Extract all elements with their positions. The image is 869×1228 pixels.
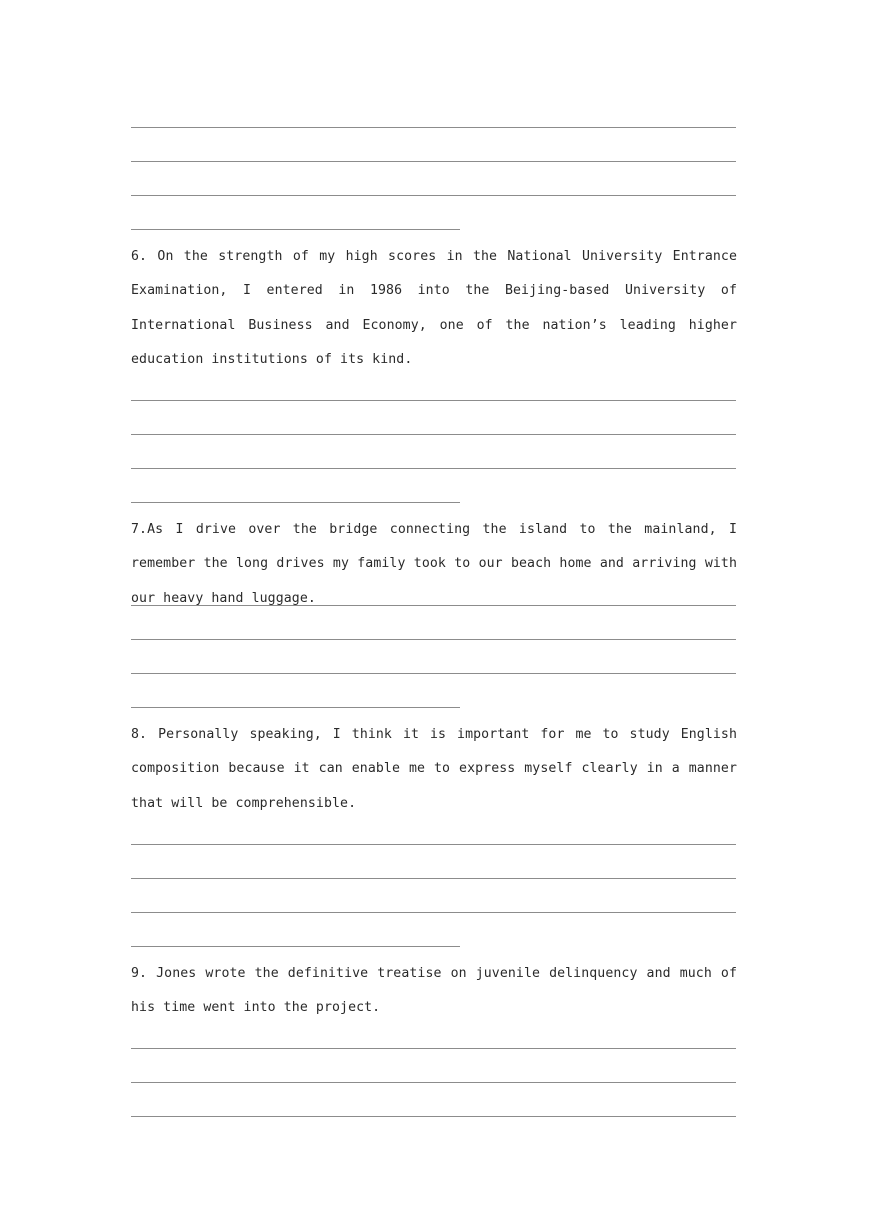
answer-line xyxy=(131,639,736,640)
answer-line-short xyxy=(131,946,460,947)
answer-line xyxy=(131,605,736,606)
answer-line xyxy=(131,434,736,435)
answer-line xyxy=(131,1048,736,1049)
exercise-number: 9. xyxy=(131,966,148,981)
answer-line xyxy=(131,400,736,401)
exercise-number: 7. xyxy=(131,522,148,537)
answer-line xyxy=(131,127,736,128)
exercise-number: 6. xyxy=(131,249,148,264)
answer-line xyxy=(131,912,736,913)
exercise-text: Personally speaking, I think it is important for me to study English composition because it can enable me to express myself clearly in a manner that will be comprehensible. xyxy=(131,727,737,811)
answer-line xyxy=(131,1082,736,1083)
exercise-text: As I drive over the bridge connecting the island to the mainland, I remember the long drives my family took to our beach home and arriving with our heavy hand luggage. xyxy=(131,522,737,606)
answer-line xyxy=(131,1116,736,1117)
answer-line xyxy=(131,878,736,879)
exercise-8 xyxy=(131,718,737,821)
answer-line-short xyxy=(131,707,460,708)
exercise-6 xyxy=(131,240,737,377)
exercise-text: Jones wrote the definitive treatise on juvenile delinquency and much of his time went into the project. xyxy=(131,966,737,1016)
exercise-9 xyxy=(131,957,737,1026)
answer-line xyxy=(131,673,736,674)
exercise-7 xyxy=(131,513,737,616)
answer-line-short xyxy=(131,502,460,503)
answer-line xyxy=(131,844,736,845)
answer-line xyxy=(131,468,736,469)
answer-line-short xyxy=(131,229,460,230)
exercise-number: 8. xyxy=(131,727,148,742)
answer-line xyxy=(131,195,736,196)
exercise-text: On the strength of my high scores in the National University Entrance Examination, I entered in 1986 into the Beijing-based University of International Business and Economy, one of the nation’s leading higher education institutions of its kind. xyxy=(131,249,737,367)
answer-line xyxy=(131,161,736,162)
